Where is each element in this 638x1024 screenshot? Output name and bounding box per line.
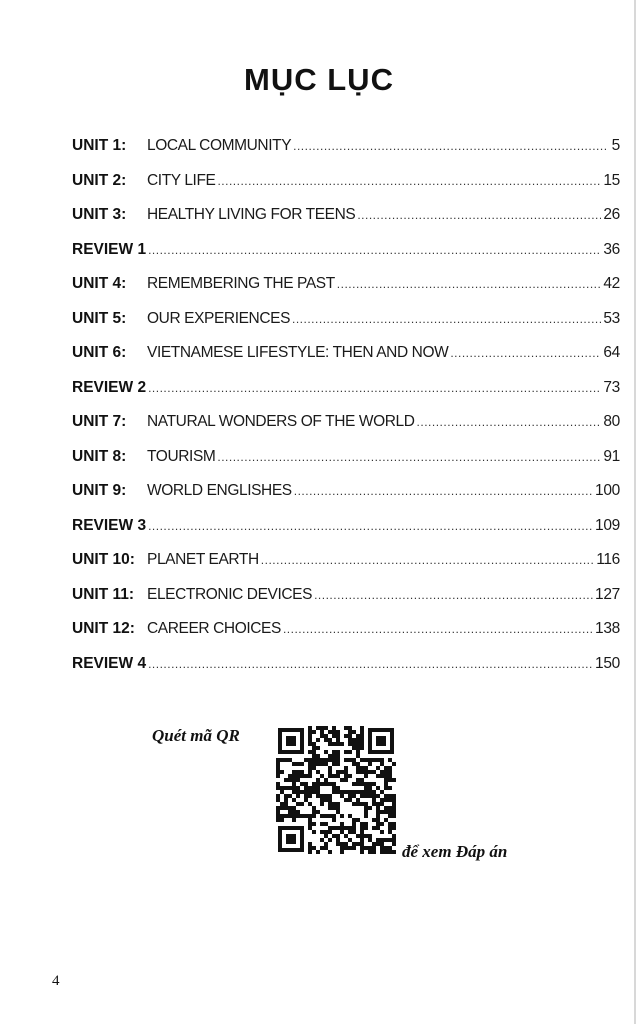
toc-leader — [148, 516, 593, 536]
toc-page: 109 — [595, 516, 620, 534]
toc-page: 100 — [595, 482, 620, 499]
toc-page: 15 — [603, 171, 620, 189]
toc-leader — [337, 274, 602, 294]
toc-leader — [357, 205, 601, 225]
toc-leader — [261, 550, 594, 570]
toc-page: 91 — [603, 447, 620, 465]
page-edge — [634, 0, 636, 1024]
toc-row-review[interactable] — [72, 654, 620, 689]
qr-instruction-before: Quét mã QR — [152, 726, 240, 745]
toc-row[interactable] — [72, 274, 620, 309]
table-of-contents — [72, 136, 620, 688]
toc-label: UNIT 3: — [72, 206, 127, 223]
toc-leader — [148, 378, 601, 398]
toc-label: REVIEW 3 — [72, 516, 147, 534]
toc-label: UNIT 9: — [72, 482, 127, 499]
toc-row[interactable] — [72, 447, 620, 482]
qr-instruction-after: để xem Đáp án — [402, 842, 508, 861]
toc-page: 64 — [603, 344, 620, 361]
toc-row[interactable] — [72, 585, 620, 620]
toc-label: UNIT 12: — [72, 620, 135, 637]
toc-page: 42 — [603, 275, 620, 292]
toc-row[interactable] — [72, 550, 620, 585]
toc-topic: LOCAL COMMUNITY — [147, 137, 292, 154]
toc-page: 53 — [603, 309, 620, 327]
page-number: 4 — [52, 973, 60, 989]
toc-leader — [217, 447, 601, 467]
toc-page: 127 — [595, 585, 620, 603]
toc-label: UNIT 2: — [72, 171, 127, 189]
toc-row-review[interactable] — [72, 516, 620, 551]
toc-row[interactable] — [72, 481, 620, 516]
toc-row[interactable] — [72, 205, 620, 240]
toc-topic: PLANET EARTH — [147, 551, 259, 568]
toc-page: 138 — [595, 620, 620, 637]
toc-label: UNIT 7: — [72, 413, 127, 430]
toc-label: UNIT 5: — [72, 309, 127, 327]
toc-page: 26 — [603, 206, 620, 223]
toc-label: REVIEW 1 — [72, 240, 147, 258]
toc-topic: VIETNAMESE LIFESTYLE: THEN AND NOW — [147, 344, 449, 361]
toc-row-review[interactable] — [72, 240, 620, 275]
toc-leader — [293, 136, 608, 156]
toc-topic: CITY LIFE — [147, 171, 216, 189]
toc-topic: NATURAL WONDERS OF THE WORLD — [147, 413, 415, 430]
toc-topic: TOURISM — [147, 447, 216, 465]
toc-row[interactable] — [72, 136, 620, 171]
toc-row[interactable] — [72, 171, 620, 206]
toc-row-review[interactable] — [72, 378, 620, 413]
toc-label: UNIT 10: — [72, 551, 135, 568]
toc-page: 150 — [595, 654, 620, 672]
qr-code-icon[interactable] — [276, 726, 396, 854]
toc-leader — [314, 585, 593, 605]
toc-leader — [417, 412, 602, 432]
toc-row[interactable] — [72, 412, 620, 447]
toc-label: UNIT 6: — [72, 344, 127, 361]
toc-label: UNIT 11: — [72, 585, 135, 603]
toc-topic: CAREER CHOICES — [147, 620, 281, 637]
toc-leader — [148, 654, 593, 674]
toc-leader — [450, 343, 601, 363]
toc-leader — [217, 171, 601, 191]
toc-label: UNIT 4: — [72, 275, 127, 292]
toc-topic: ELECTRONIC DEVICES — [147, 585, 313, 603]
toc-leader — [292, 309, 601, 329]
page-title: MỤC LỤC — [244, 62, 394, 97]
toc-leader — [148, 240, 601, 260]
toc-row[interactable] — [72, 309, 620, 344]
toc-page: 36 — [603, 240, 620, 258]
toc-label: REVIEW 2 — [72, 378, 147, 396]
toc-label: UNIT 1: — [72, 137, 127, 154]
toc-page: 5 — [611, 137, 620, 154]
toc-row[interactable] — [72, 619, 620, 654]
toc-label: REVIEW 4 — [72, 654, 147, 672]
toc-topic: HEALTHY LIVING FOR TEENS — [147, 206, 356, 223]
toc-row[interactable] — [72, 343, 620, 378]
toc-topic: REMEMBERING THE PAST — [147, 275, 335, 292]
toc-page: 116 — [596, 551, 620, 568]
toc-label: UNIT 8: — [72, 447, 127, 465]
toc-leader — [283, 619, 593, 639]
toc-page: 73 — [603, 378, 620, 396]
toc-page: 80 — [603, 413, 620, 430]
toc-topic: WORLD ENGLISHES — [147, 482, 292, 499]
toc-topic: OUR EXPERIENCES — [147, 309, 291, 327]
toc-leader — [294, 481, 593, 501]
